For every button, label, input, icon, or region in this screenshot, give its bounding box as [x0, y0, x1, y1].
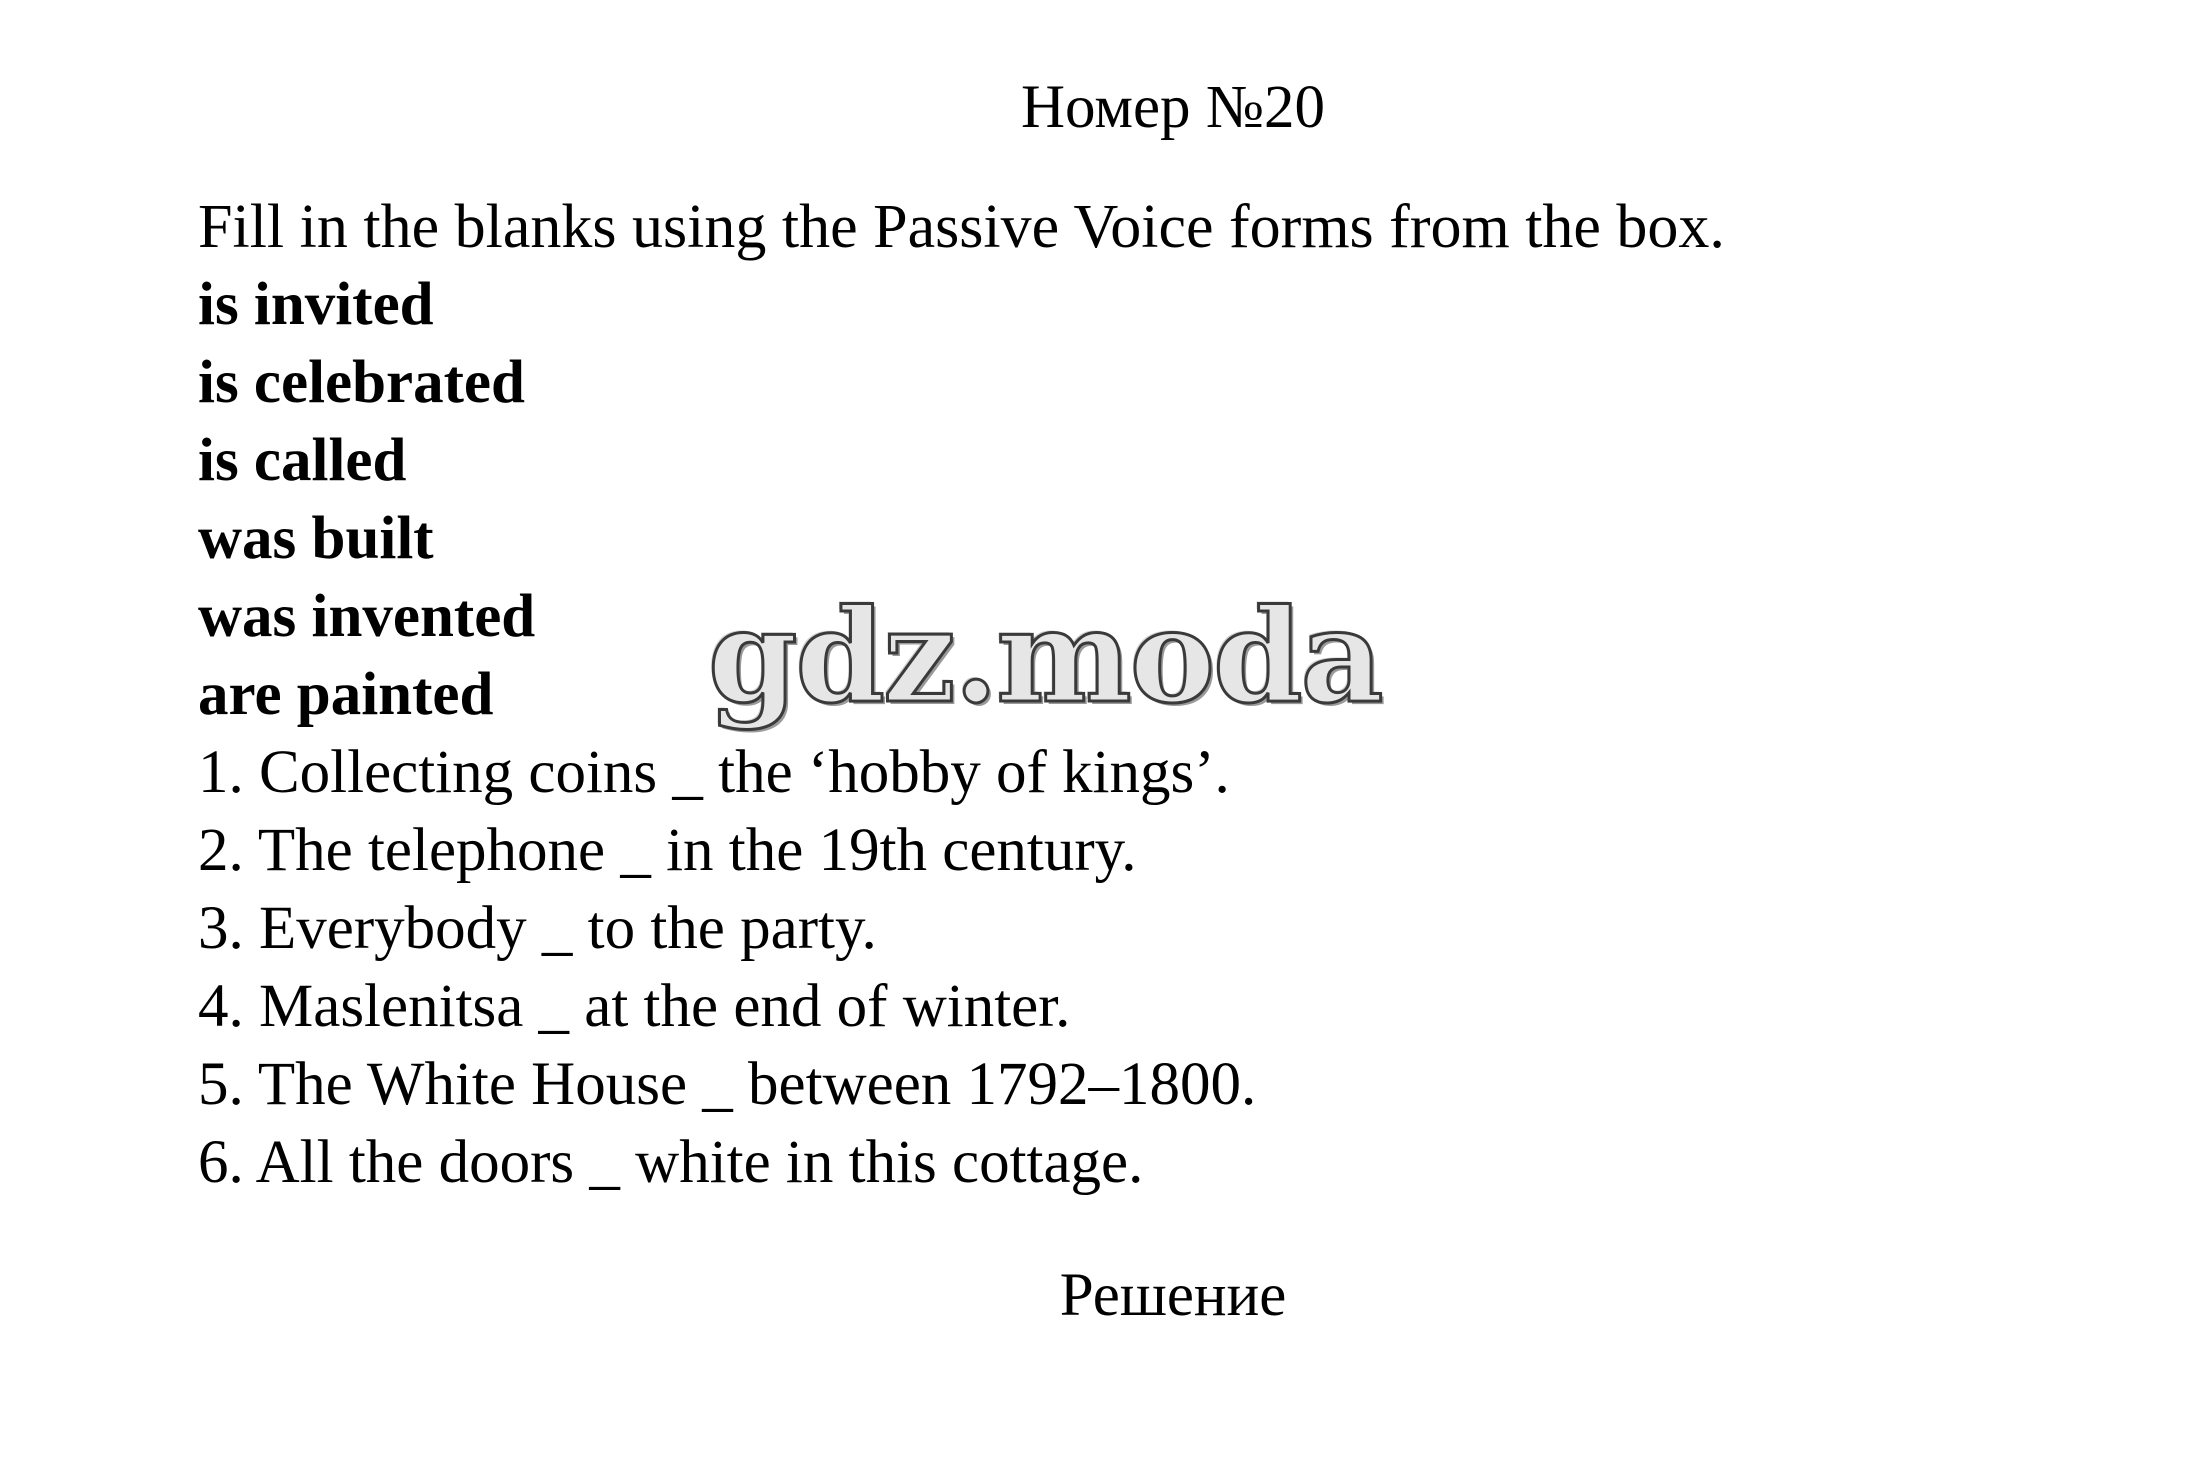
sentence-item: 6. All the doors _ white in this cottage. — [198, 1129, 1144, 1196]
sentence-item: 4. Maslenitsa _ at the end of winter. — [198, 973, 1071, 1040]
sentence-item: 5. The White House _ between 1792–1800. — [198, 1051, 1257, 1118]
sentence-item: 3. Everybody _ to the party. — [198, 895, 877, 962]
sentence-item: 1. Collecting coins _ the ‘hobby of kings’. — [198, 739, 1230, 806]
sentence-item: 2. The telephone _ in the 19th century. — [198, 817, 1137, 884]
option-item: are painted — [198, 661, 494, 728]
option-item: is called — [198, 427, 407, 494]
exercise-number-heading: Номер №20 — [1020, 74, 1326, 141]
option-item: was invented — [198, 583, 536, 650]
exercise-instruction: Fill in the blanks using the Passive Voice forms from the box. — [198, 193, 1725, 261]
option-item: is invited — [198, 271, 434, 338]
option-item: is celebrated — [198, 349, 525, 416]
solution-heading: Решение — [1059, 1262, 1287, 1329]
option-item: was built — [198, 505, 434, 572]
watermark-logo: gdz.moda — [708, 582, 1382, 732]
